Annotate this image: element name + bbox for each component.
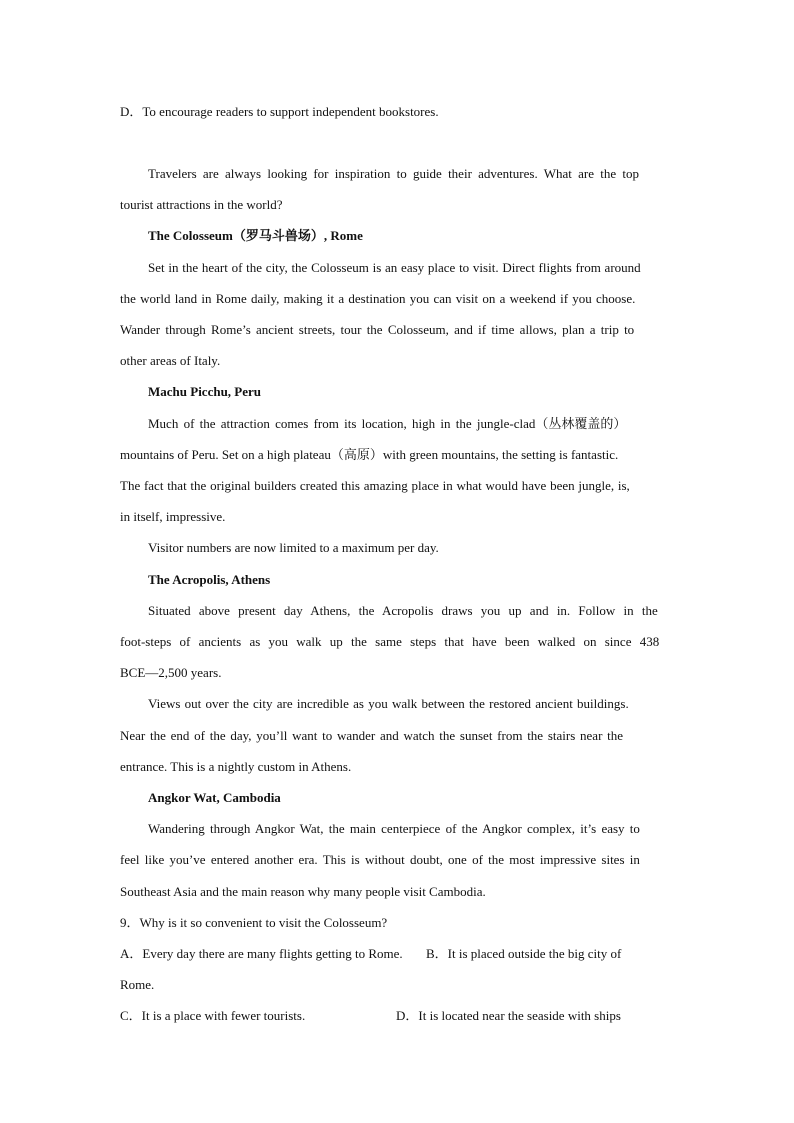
machu-line-3: The fact that the original builders created this amazing place in what would have been jungle, is,: [120, 478, 630, 493]
machu-line-2: mountains of Peru. Set on a high plateau（高原）with green mountains, the setting is fantastic.: [120, 447, 619, 462]
acropolis-p2-line-1: Views out over the city are incredible as you walk between the restored ancient buildings.: [148, 696, 629, 711]
machu-heading: Machu Picchu, Peru: [148, 384, 262, 399]
previous-option-d: D．To encourage readers to support independent bookstores.: [120, 104, 439, 119]
question-9-option-b-continued: Rome.: [120, 977, 155, 992]
question-9-option-b[interactable]: B．It is placed outside the big city of: [426, 946, 622, 961]
question-9-option-a[interactable]: A．Every day there are many flights getting to Rome.: [120, 946, 403, 961]
machu-line-4: in itself, impressive.: [120, 509, 226, 524]
acropolis-line-2: foot-steps of ancients as you walk up the same steps that have been walked on since 438: [120, 634, 660, 649]
acropolis-p2-line-3: entrance. This is a nightly custom in Athens.: [120, 759, 352, 774]
acropolis-line-1: Situated above present day Athens, the Acropolis draws you up and in. Follow in the: [148, 603, 658, 618]
machu-paragraph-2: Visitor numbers are now limited to a maximum per day.: [148, 540, 439, 555]
angkor-line-3: Southeast Asia and the main reason why many people visit Cambodia.: [120, 884, 486, 899]
acropolis-line-3: BCE—2,500 years.: [120, 665, 222, 680]
machu-line-1: Much of the attraction comes from its location, high in the jungle-clad（丛林覆盖的）: [148, 416, 627, 431]
colosseum-line-2: the world land in Rome daily, making it a destination you can visit on a weekend if you choose.: [120, 291, 636, 306]
angkor-heading: Angkor Wat, Cambodia: [148, 790, 281, 805]
colosseum-line-3: Wander through Rome’s ancient streets, tour the Colosseum, and if time allows, plan a trip to: [120, 322, 635, 337]
acropolis-p2-line-2: Near the end of the day, you’ll want to wander and watch the sunset from the stairs near the: [120, 728, 624, 743]
colosseum-heading: The Colosseum（罗马斗兽场）, Rome: [148, 228, 363, 243]
question-9-option-c[interactable]: C．It is a place with fewer tourists.: [120, 1008, 306, 1023]
angkor-line-1: Wandering through Angkor Wat, the main centerpiece of the Angkor complex, it’s easy to: [148, 821, 640, 836]
angkor-line-2: feel like you’ve entered another era. This is without doubt, one of the most impressive sites in: [120, 852, 640, 867]
colosseum-line-1: Set in the heart of the city, the Colosseum is an easy place to visit. Direct flights from around: [148, 260, 641, 275]
intro-line-2: tourist attractions in the world?: [120, 197, 283, 212]
colosseum-line-4: other areas of Italy.: [120, 353, 221, 368]
question-9-stem: 9．Why is it so convenient to visit the Colosseum?: [120, 915, 388, 930]
intro-line-1: Travelers are always looking for inspiration to guide their adventures. What are the top: [148, 166, 639, 181]
acropolis-heading: The Acropolis, Athens: [148, 572, 271, 587]
question-9-option-d[interactable]: D．It is located near the seaside with ships: [396, 1008, 621, 1023]
